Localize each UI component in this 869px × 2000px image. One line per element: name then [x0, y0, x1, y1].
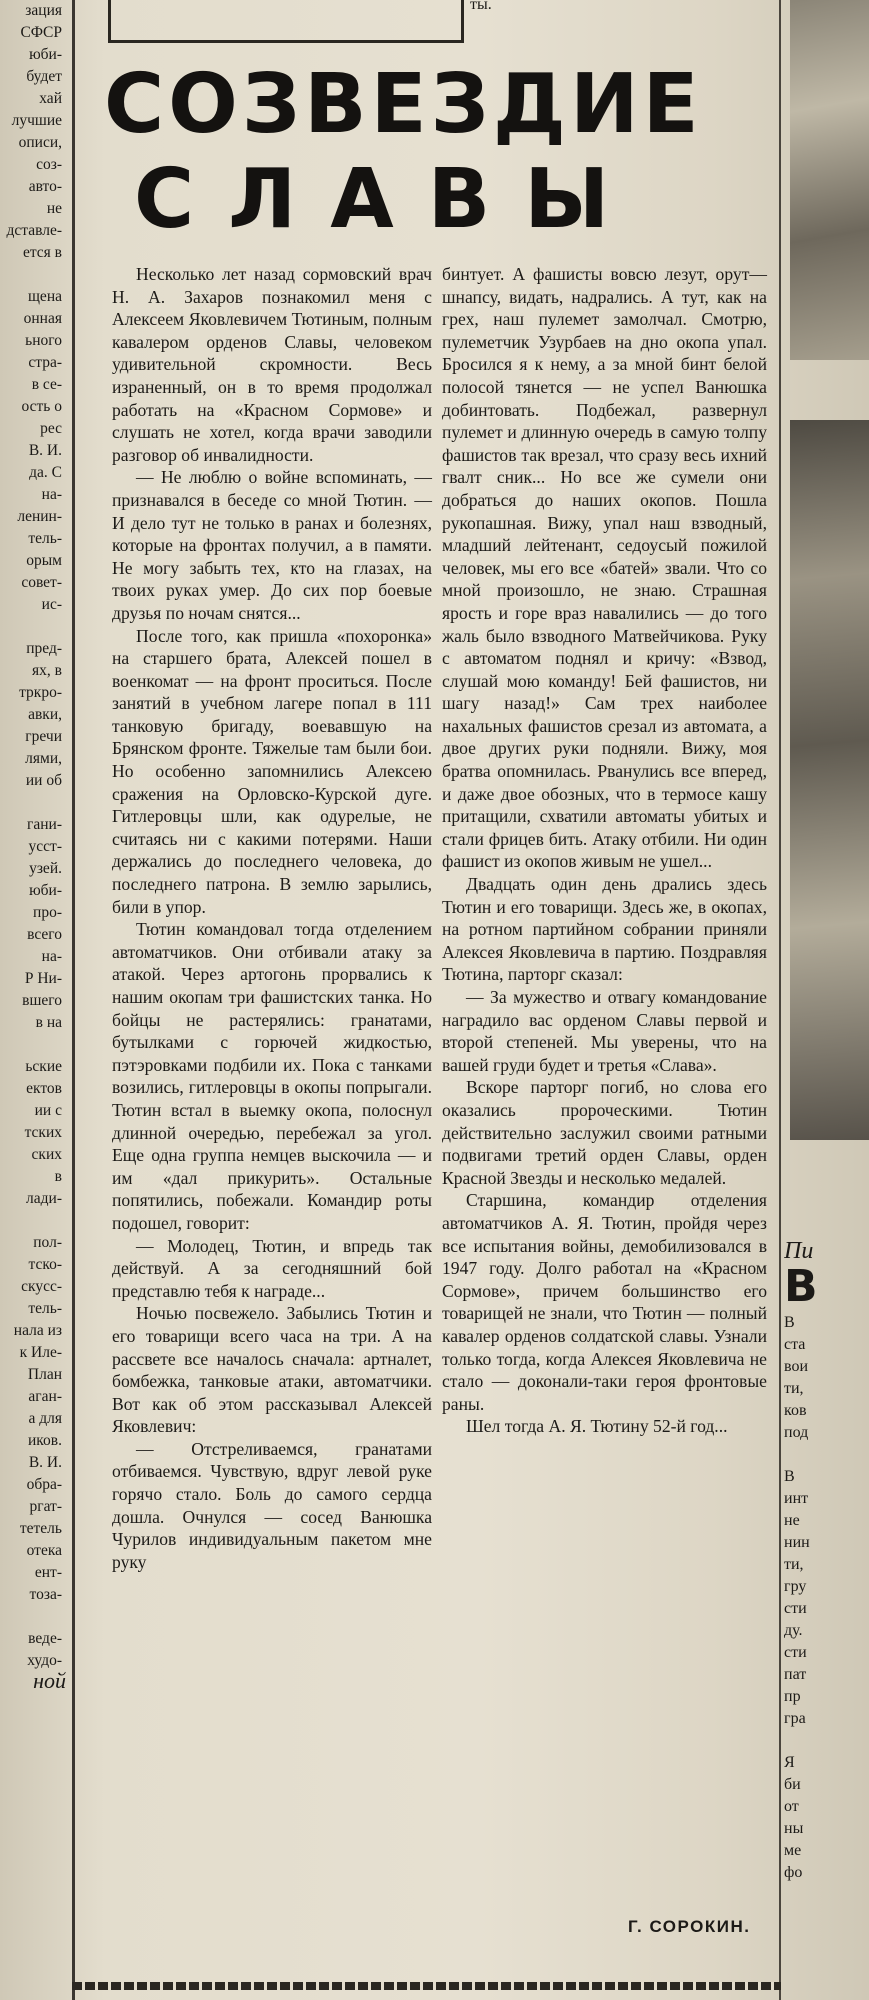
left-fragment-line: обра-: [26, 1476, 62, 1493]
paragraph: — За мужество и отвагу командование наградило вас орденом Славы первой и второй степеней. Мы уверены, что на вашей груди будет и третья «Слава».: [442, 987, 767, 1075]
column-rule-left: [72, 0, 75, 2000]
paragraph: — Не люблю о войне вспоминать, — признавался в беседе со мной Тютин. — И дело тут не только в ранах и болезнях, которые на фронтах получил, а в памяти. Не могу забыть тех, кто на глазах, на твоих руках умер. До сих пор боевые друзья по ночам снятся...: [112, 467, 432, 623]
left-fragment-line: худо-: [27, 1652, 62, 1669]
left-fragment-line: ется в: [22, 244, 62, 261]
left-fragment-line: [0, 1606, 66, 1628]
left-fragment-line: ис-: [41, 596, 62, 613]
right-fragment-line: ков: [784, 1402, 807, 1419]
right-fragment-line: ны: [784, 1820, 804, 1837]
right-fragment-line: от: [784, 1798, 799, 1815]
paragraph: — Отстреливаемся, гранатами отбиваемся. Чувствую, вдруг левой руке горячо стало. Боль до самого сердца дошла. Очнулся — сосед Ванюшка Чурилов индивидуальным пакетом мне руку: [112, 1438, 432, 1572]
left-fragment-line: ектов: [26, 1080, 62, 1097]
left-fragment-line: юби-: [29, 882, 62, 899]
left-fragment-line: ленин-: [17, 508, 62, 525]
paragraph: Старшина, командир отделения автоматчиков А. Я. Тютин, пройдя через все испытания войны, демобилизовался в 1947 году. Долго работал на «Красном Сормове», причем большинство его товарищей не знали, что Тютин — полный кавалер орденов солдатской славы. Узнали только тогда, когда Алексея Яковлевича не стало — доконали-таки героя фронтовые раны.: [442, 1190, 767, 1414]
author-signature: Г. СОРОКИН.: [628, 1917, 751, 1936]
bottom-rule: [72, 1982, 781, 1990]
article-column-1: [112, 263, 432, 1573]
left-fragment-line: всего: [27, 926, 62, 943]
paragraph: бинтует. А фашисты вовсю лезут, орут—шнапсу, видать, надрались. А тут, как на грех, наш пулемет замолчал. Смотрю, пулеметчик Узурбаев на дно окопа упал. Бросился я к нему, а за мной бинт белой полосой тянется — не успел Ванюшка добинтовать. Подбежал, развернул пулемет и длинную очередь в самую толпу фашистов так врезал, что сразу весь ихний гвалт сник... Но все же сумели они добраться до наших окопов. Пошла рукопашная. Вижу, упал наш взводный, младший лейтенант, седоусый пожилой человек, мы его все «батей» звали. Что со мной произошло, не знаю. Страшная ярость и горе враз навалились — до того жаль было взводного Матвейчикова. Руку с автоматом поднял и кричу: «Взвод, слушай мою команду! Бей фашистов, ни шагу назад!» Сам трех наиболее нахальных фашистов срезал из автомата, а двое других руки подняли. Вижу, моя братва опомнилась. Рванулись все вперед, и даже двое обозных, что в термосе кашу притащили, схватили автоматы убитых и стали фрицев бить. Атаку отбили. Ни один фашист из окопов живым не ушел...: [442, 264, 767, 872]
left-fragment-line: про-: [33, 904, 62, 921]
left-fragment-line: [0, 264, 66, 286]
left-fragment-line: узей.: [29, 860, 62, 877]
left-fragment-line: нала из: [13, 1322, 62, 1339]
neighbor-article-right: [784, 1240, 869, 1884]
left-fragment-line: зация: [25, 2, 62, 19]
right-italic-fragment: Пи: [784, 1240, 814, 1264]
left-fragment-line: веде-: [28, 1630, 62, 1647]
right-text-lines: [784, 1312, 869, 1884]
right-fragment-line: Я: [784, 1754, 795, 1771]
right-fragment-line: вои: [784, 1358, 809, 1375]
left-fragment-line: не: [46, 200, 62, 217]
paragraph: Вскоре парторг погиб, но слова его оказались пророческими. Тютин действительно заслужил своими ратными подвигами третий орден Славы, орден Красной Звезды и несколько медалей.: [442, 1077, 767, 1188]
left-fragment-line: тетель: [19, 1520, 62, 1537]
left-fragment-line: пред-: [26, 640, 62, 657]
right-fragment-line: сти: [784, 1600, 807, 1617]
paragraph: — Молодец, Тютин, и впредь так действуй. А за сегодняшний бой представлю тебя к награде...: [112, 1235, 432, 1301]
left-fragment-line: а для: [28, 1410, 62, 1427]
left-fragment-line: щена: [28, 288, 62, 305]
left-fragment-line: онная: [23, 310, 62, 327]
right-fragment-line: гру: [784, 1578, 807, 1595]
right-fragment-line: [784, 1444, 869, 1466]
right-fragment-line: [784, 1730, 869, 1752]
right-fragment-line: гра: [784, 1710, 806, 1727]
left-fragment-line: [0, 792, 66, 814]
right-fragment-line: пр: [784, 1688, 801, 1705]
left-fragment-line: рес: [40, 420, 62, 437]
left-fragment-line: тель-: [28, 530, 62, 547]
column-rule-right: [779, 0, 781, 2000]
left-fragment-line: ях, в: [32, 662, 62, 679]
left-fragment-line: Р Ни-: [24, 970, 62, 987]
top-box-frame: [108, 0, 464, 43]
left-fragment-line: ии об: [25, 772, 62, 789]
left-fragment-line: будет: [26, 68, 62, 85]
paragraph: Ночью посвежело. Забылись Тютин и его товарищи всего часа на три. А на рассвете все началось сначала: артналет, бомбежка, танковые атаки, автоматчики. Вот как об этом рассказывал Алексей Яковлевич:: [112, 1303, 432, 1437]
left-fragment-line: усст-: [28, 838, 62, 855]
left-fragment-line: тских: [24, 1124, 62, 1141]
left-fragment-line: пол-: [33, 1234, 62, 1251]
left-fragment-line: на-: [41, 948, 62, 965]
right-fragment-line: фо: [784, 1864, 803, 1881]
article-headline: [104, 57, 754, 250]
left-fragment-line: вшего: [22, 992, 62, 1009]
paragraph: Несколько лет назад сормовский врач Н. А. Захаров познакомил меня с Алексеем Яковлевичем Тютиным, полным кавалером орденов Славы, человеком удивительной скромности. Весь израненный, он в то время продолжал работать на «Красном Сормове» и слушать не хотел, когда врачи заводили разговор об инвалидности.: [112, 264, 432, 465]
left-fragment-line: дставле-: [6, 222, 62, 239]
left-fragment-line: тоза-: [29, 1586, 62, 1603]
left-fragment-line: тель-: [28, 1300, 62, 1317]
headline-line-1: СОЗВЕЗДИЕ: [104, 57, 703, 152]
article-column-2: [442, 263, 767, 1438]
left-fragment-line: ии с: [34, 1102, 62, 1119]
paragraph: Тютин командовал тогда отделением автоматчиков. Они отбивали атаку за атакой. Через артогонь прорвались к нашим окопам три фашистских танка. Но бойцы не растерялись: гранатами, бутылками с горючей жидкостью, пэтэровками подбили их. Пока с танками возились, гитлеровцы в окопы попрыгали. Тютин встал в выемку окопа, полоснул длинной очередью, перебежал за угол. Еще одна группа немцев выскочила — и им «дал прикурить». Остальные попятились, побежали. Командир роты подошел, говорит:: [112, 919, 432, 1233]
left-fragment-line: авто-: [28, 178, 62, 195]
left-fragment-line: авки,: [28, 706, 62, 723]
left-fragment-line: ость о: [21, 398, 62, 415]
paragraph: Шел тогда А. Я. Тютину 52-й год...: [466, 1416, 728, 1437]
left-fragment-line: на-: [41, 486, 62, 503]
left-fragment-line: в: [54, 1168, 62, 1185]
right-heading-fragment: В: [784, 1261, 818, 1312]
right-fragment-line: пат: [784, 1666, 807, 1683]
right-fragment-line: ду.: [784, 1622, 803, 1639]
right-fragment-line: ти,: [784, 1556, 804, 1573]
right-fragment-line: В: [784, 1314, 795, 1331]
left-fragment-line: тско-: [28, 1256, 62, 1273]
left-fragment-line: к Иле-: [19, 1344, 62, 1361]
left-fragment-line: лями,: [25, 750, 62, 767]
left-fragment-line: ьного: [25, 332, 62, 349]
left-fragment-line: гречи: [25, 728, 62, 745]
left-fragment-line: В. И.: [28, 442, 62, 459]
left-fragment-line: аган-: [28, 1388, 62, 1405]
right-fragment-line: би: [784, 1776, 801, 1793]
right-fragment-line: сти: [784, 1644, 807, 1661]
left-fragment-line: СФСР: [20, 24, 62, 41]
right-fragment-line: ти,: [784, 1380, 804, 1397]
left-fragment-line: стра-: [28, 354, 62, 371]
photo-fragment-middle: [790, 420, 869, 1140]
left-fragment-line: юби-: [29, 46, 62, 63]
left-fragment-line: [0, 1034, 66, 1056]
left-fragment-line: ьские: [25, 1058, 62, 1075]
left-fragment-line: да. С: [29, 464, 62, 481]
paragraph: Двадцать один день дрались здесь Тютин и его товарищи. Здесь же, в окопах, на ротном партийном собрании приняли Алексея Яковлевича в партию. Поздравляя Тютина, парторг сказал:: [442, 874, 767, 985]
left-fragment-line: отека: [26, 1542, 62, 1559]
left-fragment-line: [0, 616, 66, 638]
left-fragment-line: орым: [26, 552, 62, 569]
headline-line-2: СЛАВЫ: [134, 152, 644, 247]
paragraph: После того, как пришла «похоронка» на старшего брата, Алексей пошел в военкомат — на фронт проситься. После занятий в учебном лагере попал в 111 танковую бригаду, воевавшую на Брянском фронте. Тяжелые там были бои. Но особенно запомнились Алексею сражения на Орловско-Курской дуге. Гитлеровцы шли, как одурелые, не считаясь ни с какими потерями. Наши держались до последнего человека, до последнего патрона. В землю зарылись, били в упор.: [112, 625, 432, 917]
left-fragment-line: План: [27, 1366, 62, 1383]
left-fragment-line: в на: [35, 1014, 62, 1031]
top-text-fragment: ты.: [470, 0, 492, 13]
left-fragment-line: В. И.: [28, 1454, 62, 1471]
left-fragment-line: ских: [31, 1146, 62, 1163]
right-fragment-line: ста: [784, 1336, 806, 1353]
right-fragment-line: инт: [784, 1490, 809, 1507]
photo-fragment-top: [790, 0, 869, 360]
left-fragment-line: в се-: [31, 376, 62, 393]
left-fragment-line: гани-: [27, 816, 62, 833]
left-fragment-line: лади-: [26, 1190, 62, 1207]
left-fragment-line: тркро-: [19, 684, 62, 701]
left-fragment-line: хай: [39, 90, 62, 107]
left-fragment-line: описи,: [18, 134, 62, 151]
right-fragment-line: В: [784, 1468, 795, 1485]
neighbor-signature-left: ной: [33, 1668, 66, 1693]
left-fragment-line: [0, 1210, 66, 1232]
left-fragment-line: совет-: [21, 574, 62, 591]
right-fragment-line: нин: [784, 1534, 810, 1551]
left-fragment-line: ргат-: [29, 1498, 62, 1515]
right-fragment-line: под: [784, 1424, 809, 1441]
left-fragment-line: иков.: [28, 1432, 62, 1449]
right-fragment-line: ме: [784, 1842, 802, 1859]
left-fragment-line: соз-: [36, 156, 62, 173]
left-fragment-line: скусс-: [21, 1278, 62, 1295]
left-fragment-line: ент-: [34, 1564, 62, 1581]
right-fragment-line: не: [784, 1512, 800, 1529]
neighbor-article-left: [0, 0, 66, 2000]
left-fragment-line: лучшие: [11, 112, 62, 129]
